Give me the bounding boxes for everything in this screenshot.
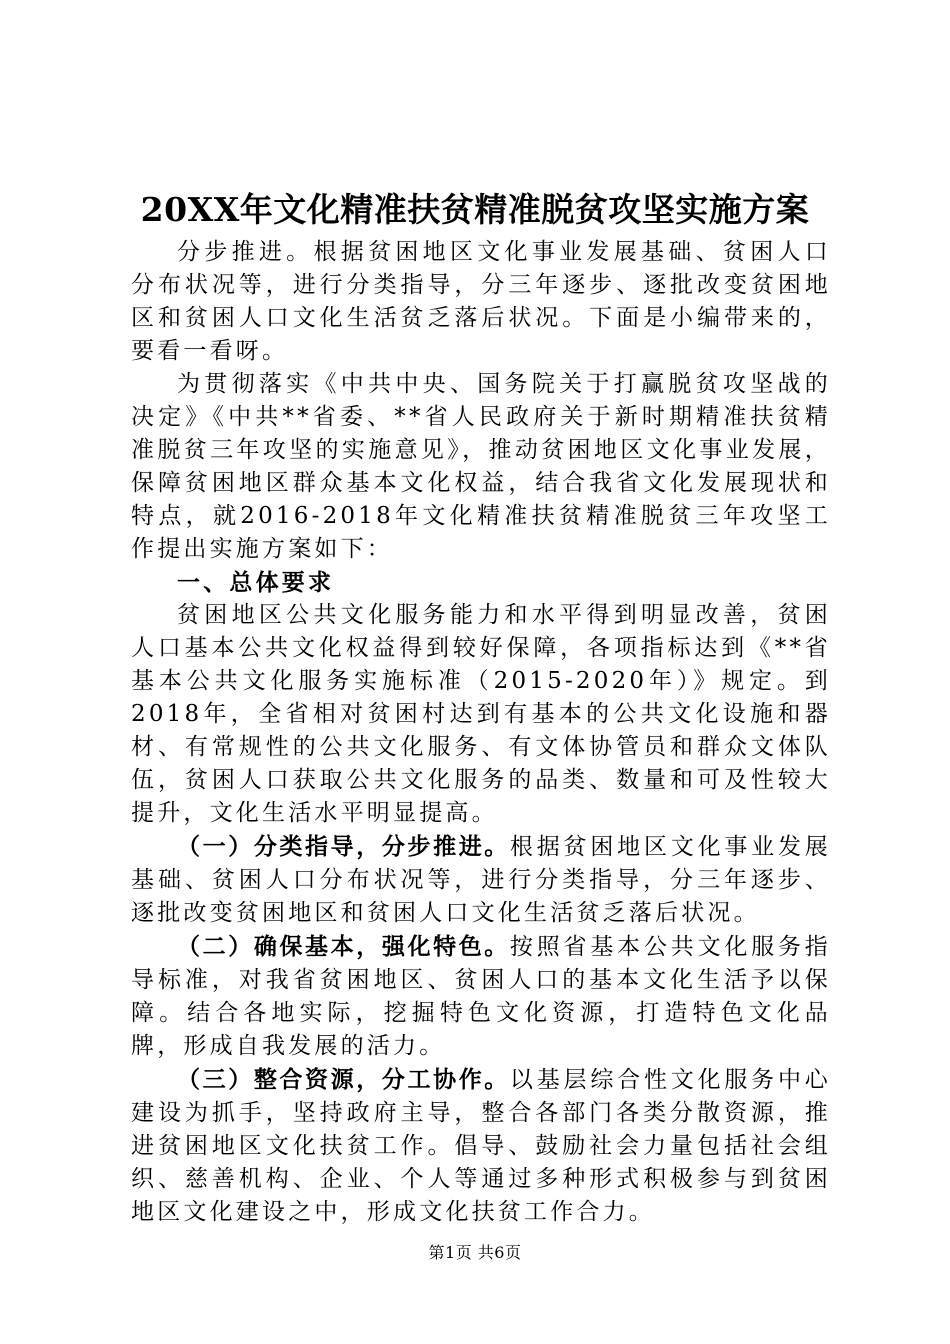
- intro-paragraph: 分步推进。根据贫困地区文化事业发展基础、贫困人口分布状况等，进行分类指导，分三年逐步、逐批改变贫困地区和贫困人口文化生活贫乏落后状况。下面是小编带来的，要看一看呀。: [131, 239, 831, 364]
- purpose-paragraph: 为贯彻落实《中共中央、国务院关于打赢脱贫攻坚战的决定》《中共**省委、**省人民政府关于新时期精准扶贫精准脱贫三年攻坚的实施意见》，推动贫困地区文化事业发展，保障贫困地区群众基本文化权益，结合我省文化发展现状和特点，就2016-2018年文化精准扶贫精准脱贫三年攻坚工作提出实施方案如下：: [131, 371, 831, 562]
- principle-item-3: [131, 1063, 831, 1229]
- principle-item-2-lead: （二）确保基本，强化特色。: [177, 933, 510, 960]
- principle-item-2: [131, 930, 831, 1063]
- principle-item-1-lead: （一）分类指导，分步推进。: [177, 833, 510, 860]
- principle-item-2-text: 按照省基本公共文化服务指导标准，对我省贫困地区、贫困人口的基本文化生活予以保障。结合各地实际，挖掘特色文化资源，打造特色文化品牌，形成自我发展的活力。: [131, 934, 831, 1059]
- page-footer: 第1页 共6页: [428, 1243, 522, 1262]
- document-title: 20XX年文化精准扶贫精准脱贫攻坚实施方案: [140, 190, 810, 229]
- section-heading-general-requirements: 一、总体要求: [177, 569, 335, 596]
- document-body: [131, 236, 831, 1229]
- principle-item-1-text: 根据贫困地区文化事业发展基础、贫困人口分布状况等，进行分类指导，分三年逐步、逐批改变贫困地区和贫困人口文化生活贫乏落后状况。: [131, 834, 831, 926]
- general-requirements-paragraph: 贫困地区公共文化服务能力和水平得到明显改善，贫困人口基本公共文化权益得到较好保障，各项指标达到《**省基本公共文化服务实施标准（2015-2020年）》规定。到2018年，全省相对贫困村达到有基本的公共文化设施和器材、有常规性的公共文化服务、有文体协管员和群众文体队伍，贫困人口获取公共文化服务的品类、数量和可及性较大提升，文化生活水平明显提高。: [131, 602, 831, 826]
- principle-item-3-lead: （三）整合资源，分工协作。: [177, 1066, 510, 1093]
- principle-item-1: [131, 830, 831, 930]
- principle-item-3-text: 以基层综合性文化服务中心建设为抓手，坚持政府主导，整合各部门各类分散资源，推进贫困地区文化扶贫工作。倡导、鼓励社会力量包括社会组织、慈善机构、企业、个人等通过多种形式积极参与到贫困地区文化建设之中，形成文化扶贫工作合力。: [131, 1067, 831, 1225]
